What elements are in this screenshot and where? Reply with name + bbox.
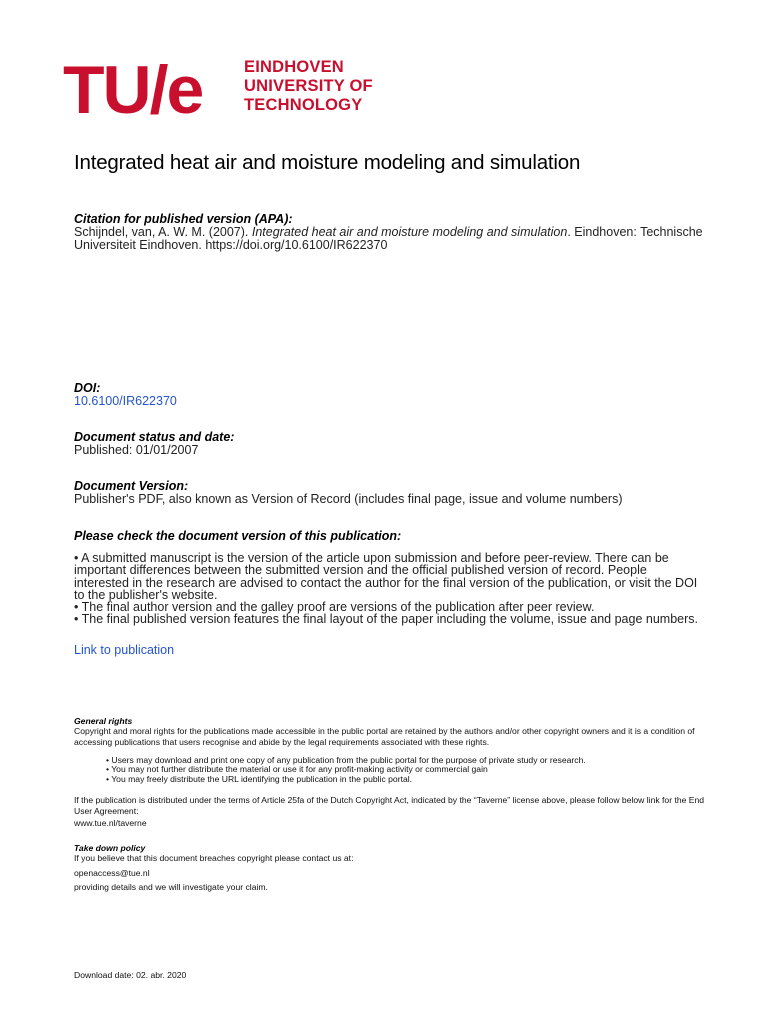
doi-section	[74, 381, 714, 408]
takedown-email-link[interactable]: openaccess@tue.nl	[74, 868, 150, 878]
citation-rest: . Eindhoven: Technische Universiteit Eindhoven. https://doi.org/10.6100/IR622370	[74, 225, 703, 252]
rights-list-item: • Users may download and print one copy of any publication from the public portal for the purpose of private study or research.	[106, 755, 586, 765]
rights-list	[106, 756, 716, 784]
citation-section	[74, 212, 714, 252]
logo-line-2: UNIVERSITY OF	[244, 77, 373, 95]
check-version-label: Please check the document version of this publication:	[74, 529, 402, 543]
logo-university-name	[244, 58, 373, 115]
takedown-section	[74, 843, 724, 864]
version-note-item: • A submitted manuscript is the version of the article upon submission and before peer-review. There can be important differences between the submitted version and the official published version of record. People interested in the research are advised to contact the author for the final version of the publication, or visit the DOI to the publisher's website.	[74, 551, 698, 602]
takedown-label: Take down policy	[74, 843, 146, 853]
taverne-text: If the publication is distributed under the terms of Article 25fa of the Dutch Copyright Act, indicated by the “Taverne” license above, please follow below link for the End User Agreement:	[74, 795, 705, 816]
general-rights-label: General rights	[74, 716, 133, 726]
rights-list-item: • You may not further distribute the material or use it for any profit-making activity or commercial gain	[106, 764, 488, 775]
version-note-item: • The final author version and the galley proof are versions of the publication after peer review.	[74, 600, 595, 615]
general-rights-text: Copyright and moral rights for the publications made accessible in the public portal are retained by the authors and/or other copyright owners and it is a condition of accessing publications that users recognise and abide by the legal requirements associated with these rights.	[74, 726, 695, 747]
status-value: Published: 01/01/2007	[74, 443, 199, 457]
version-label: Document Version:	[74, 479, 189, 493]
version-value: Publisher's PDF, also known as Version of Record (includes final page, issue and volume numbers)	[74, 492, 623, 506]
citation-authors: Schijndel, van, A. W. M. (2007).	[74, 225, 252, 239]
logo-mark: TU/e	[63, 52, 203, 128]
link-to-publication[interactable]: Link to publication	[74, 643, 175, 657]
takedown-text: If you believe that this document breaches copyright please contact us at:	[74, 853, 354, 863]
citation-text	[74, 226, 714, 252]
tue-logo	[63, 52, 403, 128]
taverne-link[interactable]: www.tue.nl/taverne	[74, 818, 147, 828]
doi-link[interactable]: 10.6100/IR622370	[74, 394, 177, 408]
citation-label: Citation for published version (APA):	[74, 212, 293, 226]
version-notes	[74, 552, 699, 626]
status-section	[74, 430, 714, 457]
rights-list-item: • You may freely distribute the URL identifying the publication in the public portal.	[106, 773, 413, 784]
logo-line-1: EINDHOVEN	[244, 58, 344, 76]
document-title: Integrated heat air and moisture modeling and simulation	[74, 151, 581, 174]
download-date: Download date: 02. abr. 2020	[74, 970, 187, 980]
logo-line-3: TECHNOLOGY	[244, 96, 363, 114]
general-rights-section	[74, 716, 724, 747]
takedown-tail: providing details and we will investigate your claim.	[74, 882, 268, 892]
version-section	[74, 479, 714, 506]
status-label: Document status and date:	[74, 430, 235, 444]
version-note-item: • The final published version features the final layout of the paper including the volume, issue and page numbers.	[74, 612, 698, 627]
citation-work-title: Integrated heat air and moisture modeling and simulation	[251, 225, 568, 239]
doi-label: DOI:	[74, 381, 101, 395]
